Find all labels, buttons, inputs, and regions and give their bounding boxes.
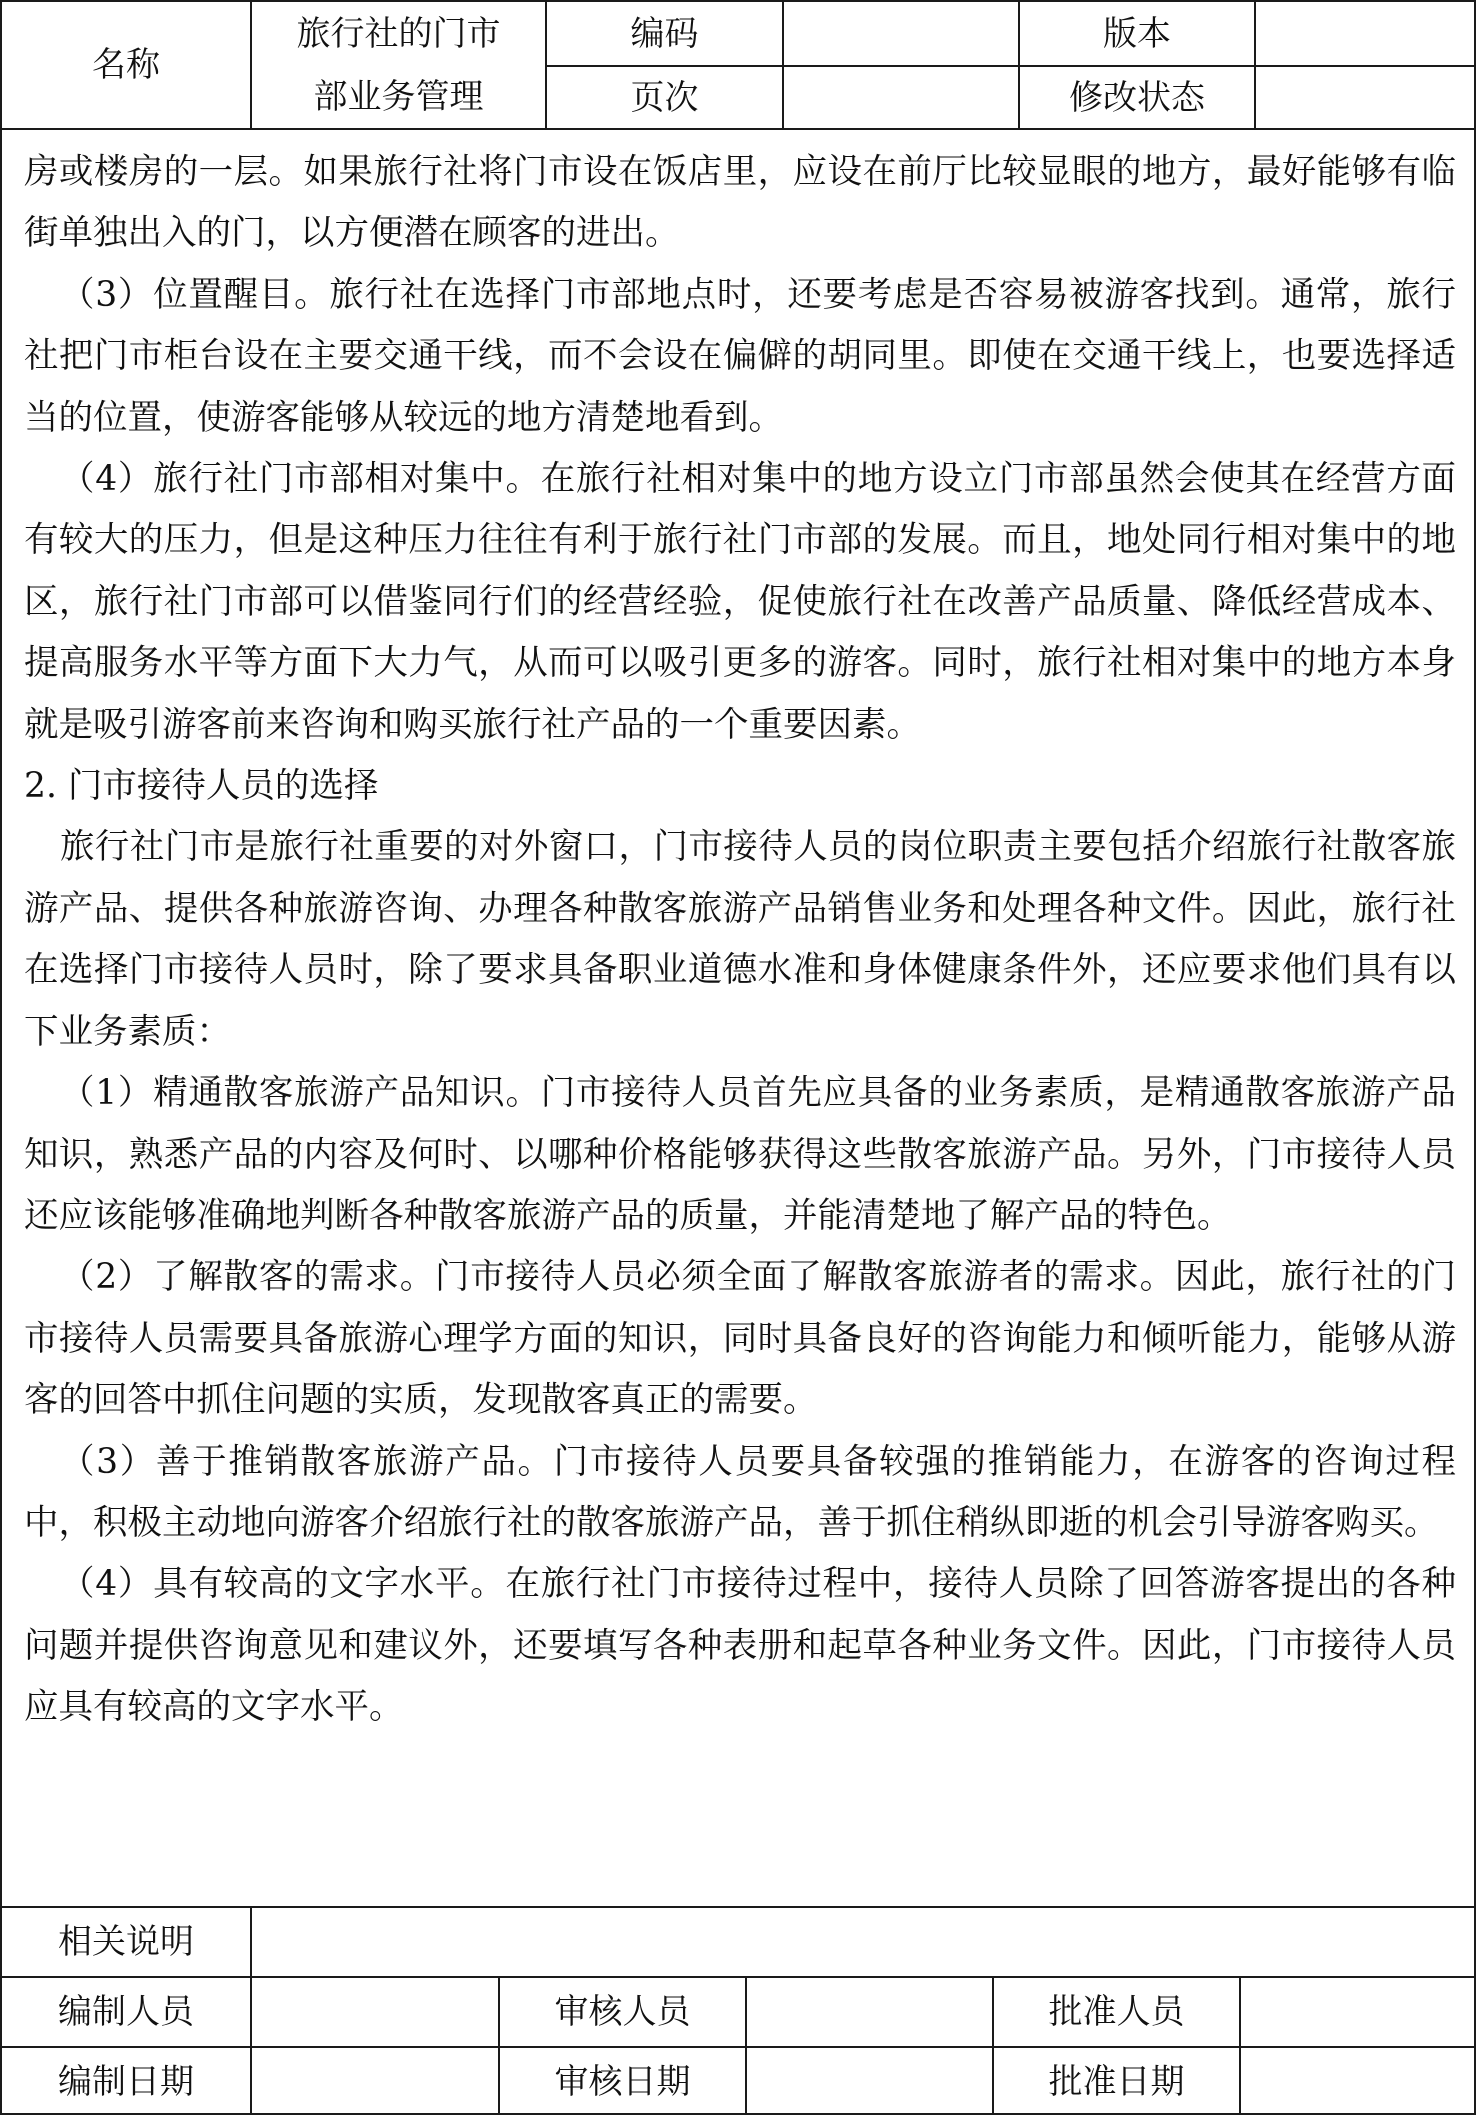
- paragraph: （4）具有较高的文字水平。在旅行社门市接待过程中，接待人员除了回答游客提出的各种问题并提供咨询意见和建议外，还要填写各种表册和起草各种业务文件。因此，门市接待人员应具有较高的文字水平。: [24, 1564, 1456, 1728]
- notes-value: [252, 1908, 1476, 1976]
- document-body: [24, 130, 1456, 1739]
- approver-value: [1241, 1978, 1476, 2046]
- notes-label: 相关说明: [58, 1922, 194, 1962]
- footer-table: [2, 1906, 1476, 2115]
- paragraph: 房或楼房的一层。如果旅行社将门市设在饭店里，应设在前厅比较显眼的地方，最好能够有临街单独出入的门，以方便潜在顾客的进出。: [24, 152, 1456, 254]
- paragraph: （1）精通散客旅游产品知识。门市接待人员首先应具备的业务素质，是精通散客旅游产品知识，熟悉产品的内容及何时、以哪种价格能够获得这些散客旅游产品。另外，门市接待人员还应该能够准确地判断各种散客旅游产品的质量，并能清楚地了解产品的特色。: [24, 1073, 1456, 1236]
- reviewer-label: 审核人员: [554, 1992, 691, 2032]
- code-value: [784, 2, 1018, 65]
- reviewer-value: [747, 1978, 992, 2046]
- paragraph: （4）旅行社门市部相对集中。在旅行社相对集中的地方设立门市部虽然会使其在经营方面有较大的压力，但是这种压力往往有利于旅行社门市部的发展。而且，地处同行相对集中的地区，旅行社门市部可以借鉴同行们的经营经验，促使旅行社在改善产品质量、降低经营成本、提高服务水平等方面下大力气，从而可以吸引更多的游客。同时，旅行社相对集中的地方本身就是吸引游客前来咨询和购买旅行社产品的一个重要因素。: [24, 459, 1456, 745]
- document-title-line2: 部业务管理: [313, 76, 484, 117]
- approver-label: 批准人员: [1048, 1992, 1185, 2032]
- paragraph: （2）了解散客的需求。门市接待人员必须全面了解散客旅游者的需求。因此，旅行社的门市接待人员需要具备旅游心理学方面的知识，同时具备良好的咨询能力和倾听能力，能够从游客的回答中抓住问题的实质，发现散客真正的需要。: [24, 1257, 1456, 1421]
- approve-date-label: 批准日期: [1048, 2061, 1185, 2102]
- review-date-value: [747, 2048, 992, 2115]
- paragraph: （3）善于推销散客旅游产品。门市接待人员要具备较强的推销能力，在游客的咨询过程中，积极主动地向游客介绍旅行社的散客旅游产品，善于抓住稍纵即逝的机会引导游客购买。: [24, 1441, 1456, 1543]
- name-label: 名称: [92, 45, 160, 85]
- review-date-label: 审核日期: [554, 2061, 691, 2102]
- paragraph: （3）位置醒目。旅行社在选择门市部地点时，还要考虑是否容易被游客找到。通常，旅行社把门市柜台设在主要交通干线，而不会设在偏僻的胡同里。即使在交通干线上，也要选择适当的位置，使游客能够从较远的地方清楚地看到。: [24, 274, 1456, 438]
- editor-label: 编制人员: [58, 1992, 194, 2032]
- revision-value: [1256, 67, 1476, 128]
- paragraph: 旅行社门市是旅行社重要的对外窗口，门市接待人员的岗位职责主要包括介绍旅行社散客旅游产品、提供各种旅游咨询、办理各种散客旅游产品销售业务和处理各种文件。因此，旅行社在选择门市接待人员时，除了要求具备职业道德水准和身体健康条件外，还应要求他们具有以下业务素质：: [24, 827, 1456, 1052]
- editor-value: [252, 1978, 498, 2046]
- section-heading: 2. 门市接待人员的选择: [24, 766, 379, 807]
- edit-date-label: 编制日期: [58, 2061, 194, 2102]
- page-label: 页次: [630, 77, 699, 118]
- version-label: 版本: [1103, 13, 1171, 54]
- page-value: [784, 67, 1018, 128]
- document-title-line1: 旅行社的门市: [296, 13, 501, 54]
- code-label: 编码: [630, 13, 699, 54]
- revision-label: 修改状态: [1069, 77, 1205, 118]
- approve-date-value: [1241, 2048, 1476, 2115]
- header-table: [2, 2, 1476, 130]
- edit-date-value: [252, 2048, 498, 2115]
- version-value: [1256, 2, 1476, 65]
